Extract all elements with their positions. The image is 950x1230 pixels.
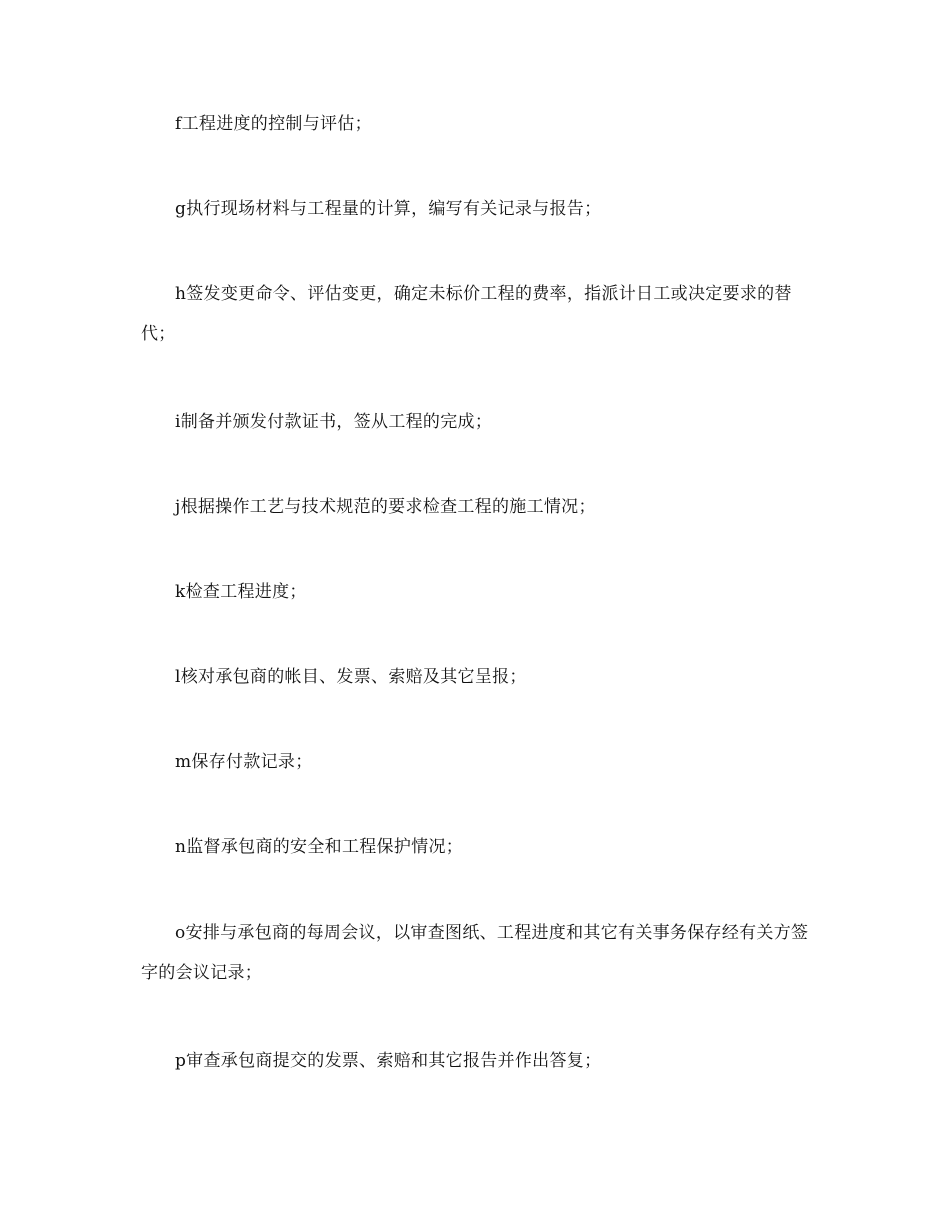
paragraph-l: l核对承包商的帐目、发票、索赔及其它呈报； — [175, 667, 527, 687]
paragraph-f: f工程进度的控制与评估； — [175, 114, 372, 134]
paragraph-n: n监督承包商的安全和工程保护情况； — [175, 837, 464, 857]
paragraph-i: i制备并颁发付款证书，签从工程的完成； — [175, 412, 493, 432]
paragraph-m: m保存付款记录； — [175, 752, 313, 772]
paragraph-p: p审查承包商提交的发票、索赔和其它报告并作出答复； — [175, 1051, 602, 1071]
paragraph-j: j根据操作工艺与技术规范的要求检查工程的施工情况； — [175, 497, 596, 517]
paragraph-h: h签发变更命令、评估变更，确定未标价工程的费率，指派计日工或决定要求的替代； — [141, 284, 792, 344]
paragraph-g: g执行现场材料与工程量的计算，编写有关记录与报告； — [175, 199, 602, 219]
paragraph-k: k检查工程进度； — [175, 582, 307, 602]
paragraph-o: o安排与承包商的每周会议，以审查图纸、工程进度和其它有关事务保存经有关方签字的会议记录； — [141, 923, 809, 983]
